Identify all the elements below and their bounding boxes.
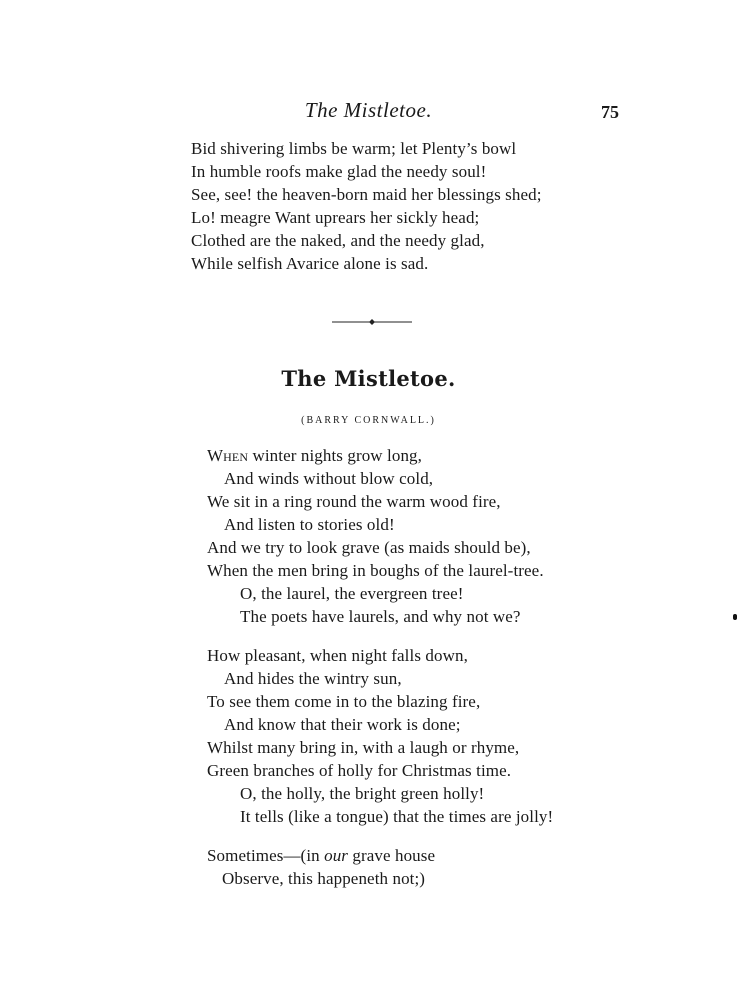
page-number: 75 bbox=[601, 102, 619, 122]
verse-line bbox=[207, 446, 422, 466]
verse-line: And we try to look grave (as maids should be), bbox=[207, 538, 531, 557]
verse-line: O, the holly, the bright green holly! bbox=[240, 784, 485, 803]
poem-title: The Mistletoe. bbox=[281, 366, 456, 391]
ornament-divider bbox=[332, 318, 412, 326]
verse-line: Observe, this happeneth not;) bbox=[222, 869, 426, 888]
verse-line: Lo! meagre Want uprears her sickly head; bbox=[191, 208, 480, 227]
verse-line-rest: winter nights grow long, bbox=[248, 446, 423, 465]
verse-line: Whilst many bring in, with a laugh or rhyme, bbox=[207, 738, 520, 757]
verse-text: Sometimes—(in bbox=[207, 846, 325, 865]
verse-line: And listen to stories old! bbox=[224, 515, 395, 534]
verse-line: And winds without blow cold, bbox=[224, 469, 434, 488]
running-title: The Mistletoe. bbox=[304, 98, 433, 122]
verse-line: It tells (like a tongue) that the times are jolly! bbox=[240, 807, 554, 826]
verse-line: Clothed are the naked, and the needy glad, bbox=[191, 231, 485, 250]
margin-mark bbox=[733, 614, 737, 620]
verse-line: How pleasant, when night falls down, bbox=[207, 646, 468, 665]
poem-attribution: (BARRY CORNWALL.) bbox=[301, 415, 436, 426]
verse-line: See, see! the heaven-born maid her blessings shed; bbox=[191, 185, 542, 204]
verse-line: We sit in a ring round the warm wood fire, bbox=[207, 492, 501, 511]
verse-line: Bid shivering limbs be warm; let Plenty’s bowl bbox=[191, 139, 517, 158]
verse-line: When the men bring in boughs of the laurel-tree. bbox=[207, 561, 544, 580]
emphasis: our bbox=[324, 846, 349, 865]
verse-line bbox=[207, 846, 435, 866]
verse-line: And know that their work is done; bbox=[224, 715, 461, 734]
verse-line: O, the laurel, the evergreen tree! bbox=[240, 584, 464, 603]
verse-line: In humble roofs make glad the needy soul! bbox=[191, 162, 487, 181]
verse-line: Green branches of holly for Christmas time. bbox=[207, 761, 512, 780]
verse-line: The poets have laurels, and why not we? bbox=[240, 607, 521, 626]
verse-line: And hides the wintry sun, bbox=[224, 669, 402, 688]
verse-line: To see them come in to the blazing fire, bbox=[207, 692, 481, 711]
drop-word: When bbox=[207, 446, 249, 465]
verse-line: While selfish Avarice alone is sad. bbox=[191, 254, 429, 273]
verse-text: grave house bbox=[348, 846, 436, 865]
